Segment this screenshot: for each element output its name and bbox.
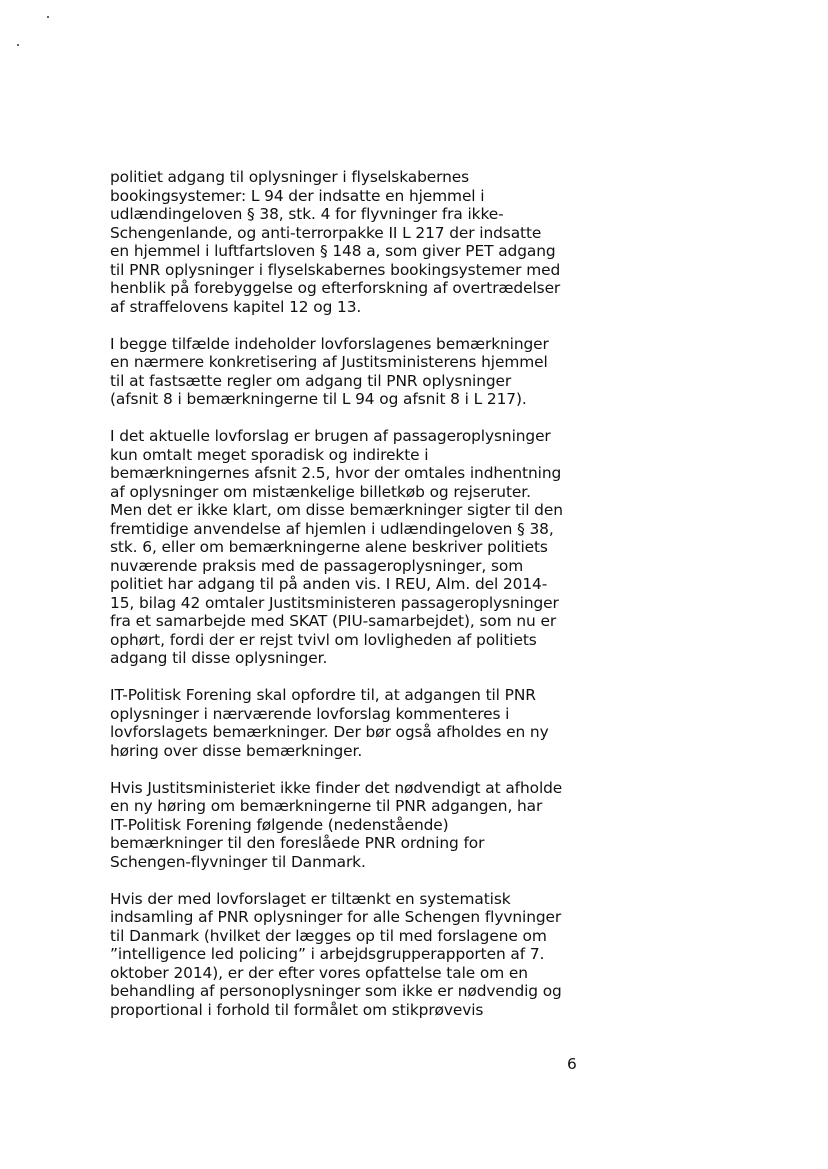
- text-line: udlændingeloven § 38, stk. 4 for flyvninger fra ikke-: [110, 205, 504, 223]
- text-line: IT-Politisk Forening skal opfordre til, at adgangen til PNR: [110, 686, 536, 704]
- paragraph-recommendation: [110, 686, 588, 760]
- text-line: oplysninger i nærværende lovforslag kommenteres i: [110, 704, 510, 723]
- text-line: I det aktuelle lovforslag er brugen af passageroplysninger: [110, 427, 551, 445]
- text-line: fra et samarbejde med SKAT (PIU-samarbejdet), som nu er: [110, 612, 557, 630]
- text-line: af oplysninger om mistænkelige billetkøb og rejseruter.: [110, 482, 531, 501]
- text-line: 15, bilag 42 omtaler Justitsministeren passageroplysninger: [110, 593, 559, 612]
- text-line: stk. 6, eller om bemærkningerne alene beskriver politiets: [110, 538, 548, 556]
- text-line: en hjemmel i luftfartsloven § 148 a, som giver PET adgang: [110, 242, 556, 260]
- text-line: oktober 2014), er der efter vores opfattelse tale om en: [110, 963, 528, 982]
- text-line: en ny høring om bemærkningerne til PNR adgangen, har: [110, 797, 543, 815]
- paragraph-systematic-collection: [110, 890, 588, 1020]
- text-line: af straffelovens kapitel 12 og 13.: [110, 297, 362, 316]
- text-line: IT-Politisk Forening følgende (nedenstående): [110, 815, 449, 834]
- text-line: indsamling af PNR oplysninger for alle Schengen flyvninger: [110, 908, 562, 926]
- text-line: Schengenlande, og anti-terrorpakke II L 217 der indsatte: [110, 223, 542, 242]
- text-line: fremtidige anvendelse af hjemlen i udlændingeloven § 38,: [110, 519, 554, 538]
- text-line: bookingsystemer: L 94 der indsatte en hjemmel i: [110, 186, 485, 205]
- text-line: Hvis der med lovforslaget er tiltænkt en systematisk: [110, 889, 511, 908]
- text-line: adgang til disse oplysninger.: [110, 649, 328, 667]
- page-number: 6: [567, 1055, 577, 1073]
- text-line: bemærkninger til den foreslåede PNR ordning for: [110, 834, 485, 852]
- paragraph-bill-remarks: [110, 335, 588, 409]
- paragraph-current-bill: [110, 427, 588, 668]
- text-line: bemærkningernes afsnit 2.5, hvor der omtales indhentning: [110, 464, 562, 482]
- document-body: [110, 168, 588, 1038]
- text-line: en nærmere konkretisering af Justitsministerens hjemmel: [110, 353, 548, 371]
- text-line: (afsnit 8 i bemærkningerne til L 94 og afsnit 8 i L 217).: [110, 390, 527, 408]
- text-line: kun omtalt meget sporadisk og indirekte i: [110, 445, 429, 464]
- paragraph-pnr-access-legislation: [110, 168, 588, 316]
- scan-speck: [47, 16, 49, 18]
- text-line: ophørt, fordi der er rejst tvivl om lovligheden af politiets: [110, 630, 537, 649]
- text-line: til PNR oplysninger i flyselskabernes bookingsystemer med: [110, 260, 561, 279]
- text-line: Men det er ikke klart, om disse bemærkninger sigter til den: [110, 501, 563, 519]
- text-line: Schengen-flyvninger til Danmark.: [110, 852, 366, 871]
- text-line: proportional i forhold til formålet om stikprøvevis: [110, 1000, 484, 1019]
- text-line: høring over disse bemærkninger.: [110, 741, 363, 760]
- text-line: politiet har adgang til på anden vis. I REU, Alm. del 2014-: [110, 575, 548, 593]
- text-line: Hvis Justitsministeriet ikke finder det nødvendigt at afholde: [110, 778, 563, 797]
- text-line: behandling af personoplysninger som ikke er nødvendig og: [110, 982, 562, 1000]
- text-line: lovforslagets bemærkninger. Der bør også afholdes en ny: [110, 723, 549, 741]
- text-line: I begge tilfælde indeholder lovforslagenes bemærkninger: [110, 334, 549, 353]
- text-line: ”intelligence led policing” i arbejdsgrupperapporten af 7.: [110, 945, 545, 963]
- text-line: til Danmark (hvilket der lægges op til med forslagene om: [110, 926, 547, 945]
- text-line: henblik på forebyggelse og efterforskning af overtrædelser: [110, 279, 561, 297]
- text-line: til at fastsætte regler om adgang til PNR oplysninger: [110, 371, 512, 390]
- text-line: politiet adgang til oplysninger i flyselskabernes: [110, 168, 470, 186]
- text-line: nuværende praksis med de passageroplysninger, som: [110, 556, 524, 575]
- paragraph-hearing-alternative: [110, 779, 588, 872]
- scan-speck: [17, 44, 19, 46]
